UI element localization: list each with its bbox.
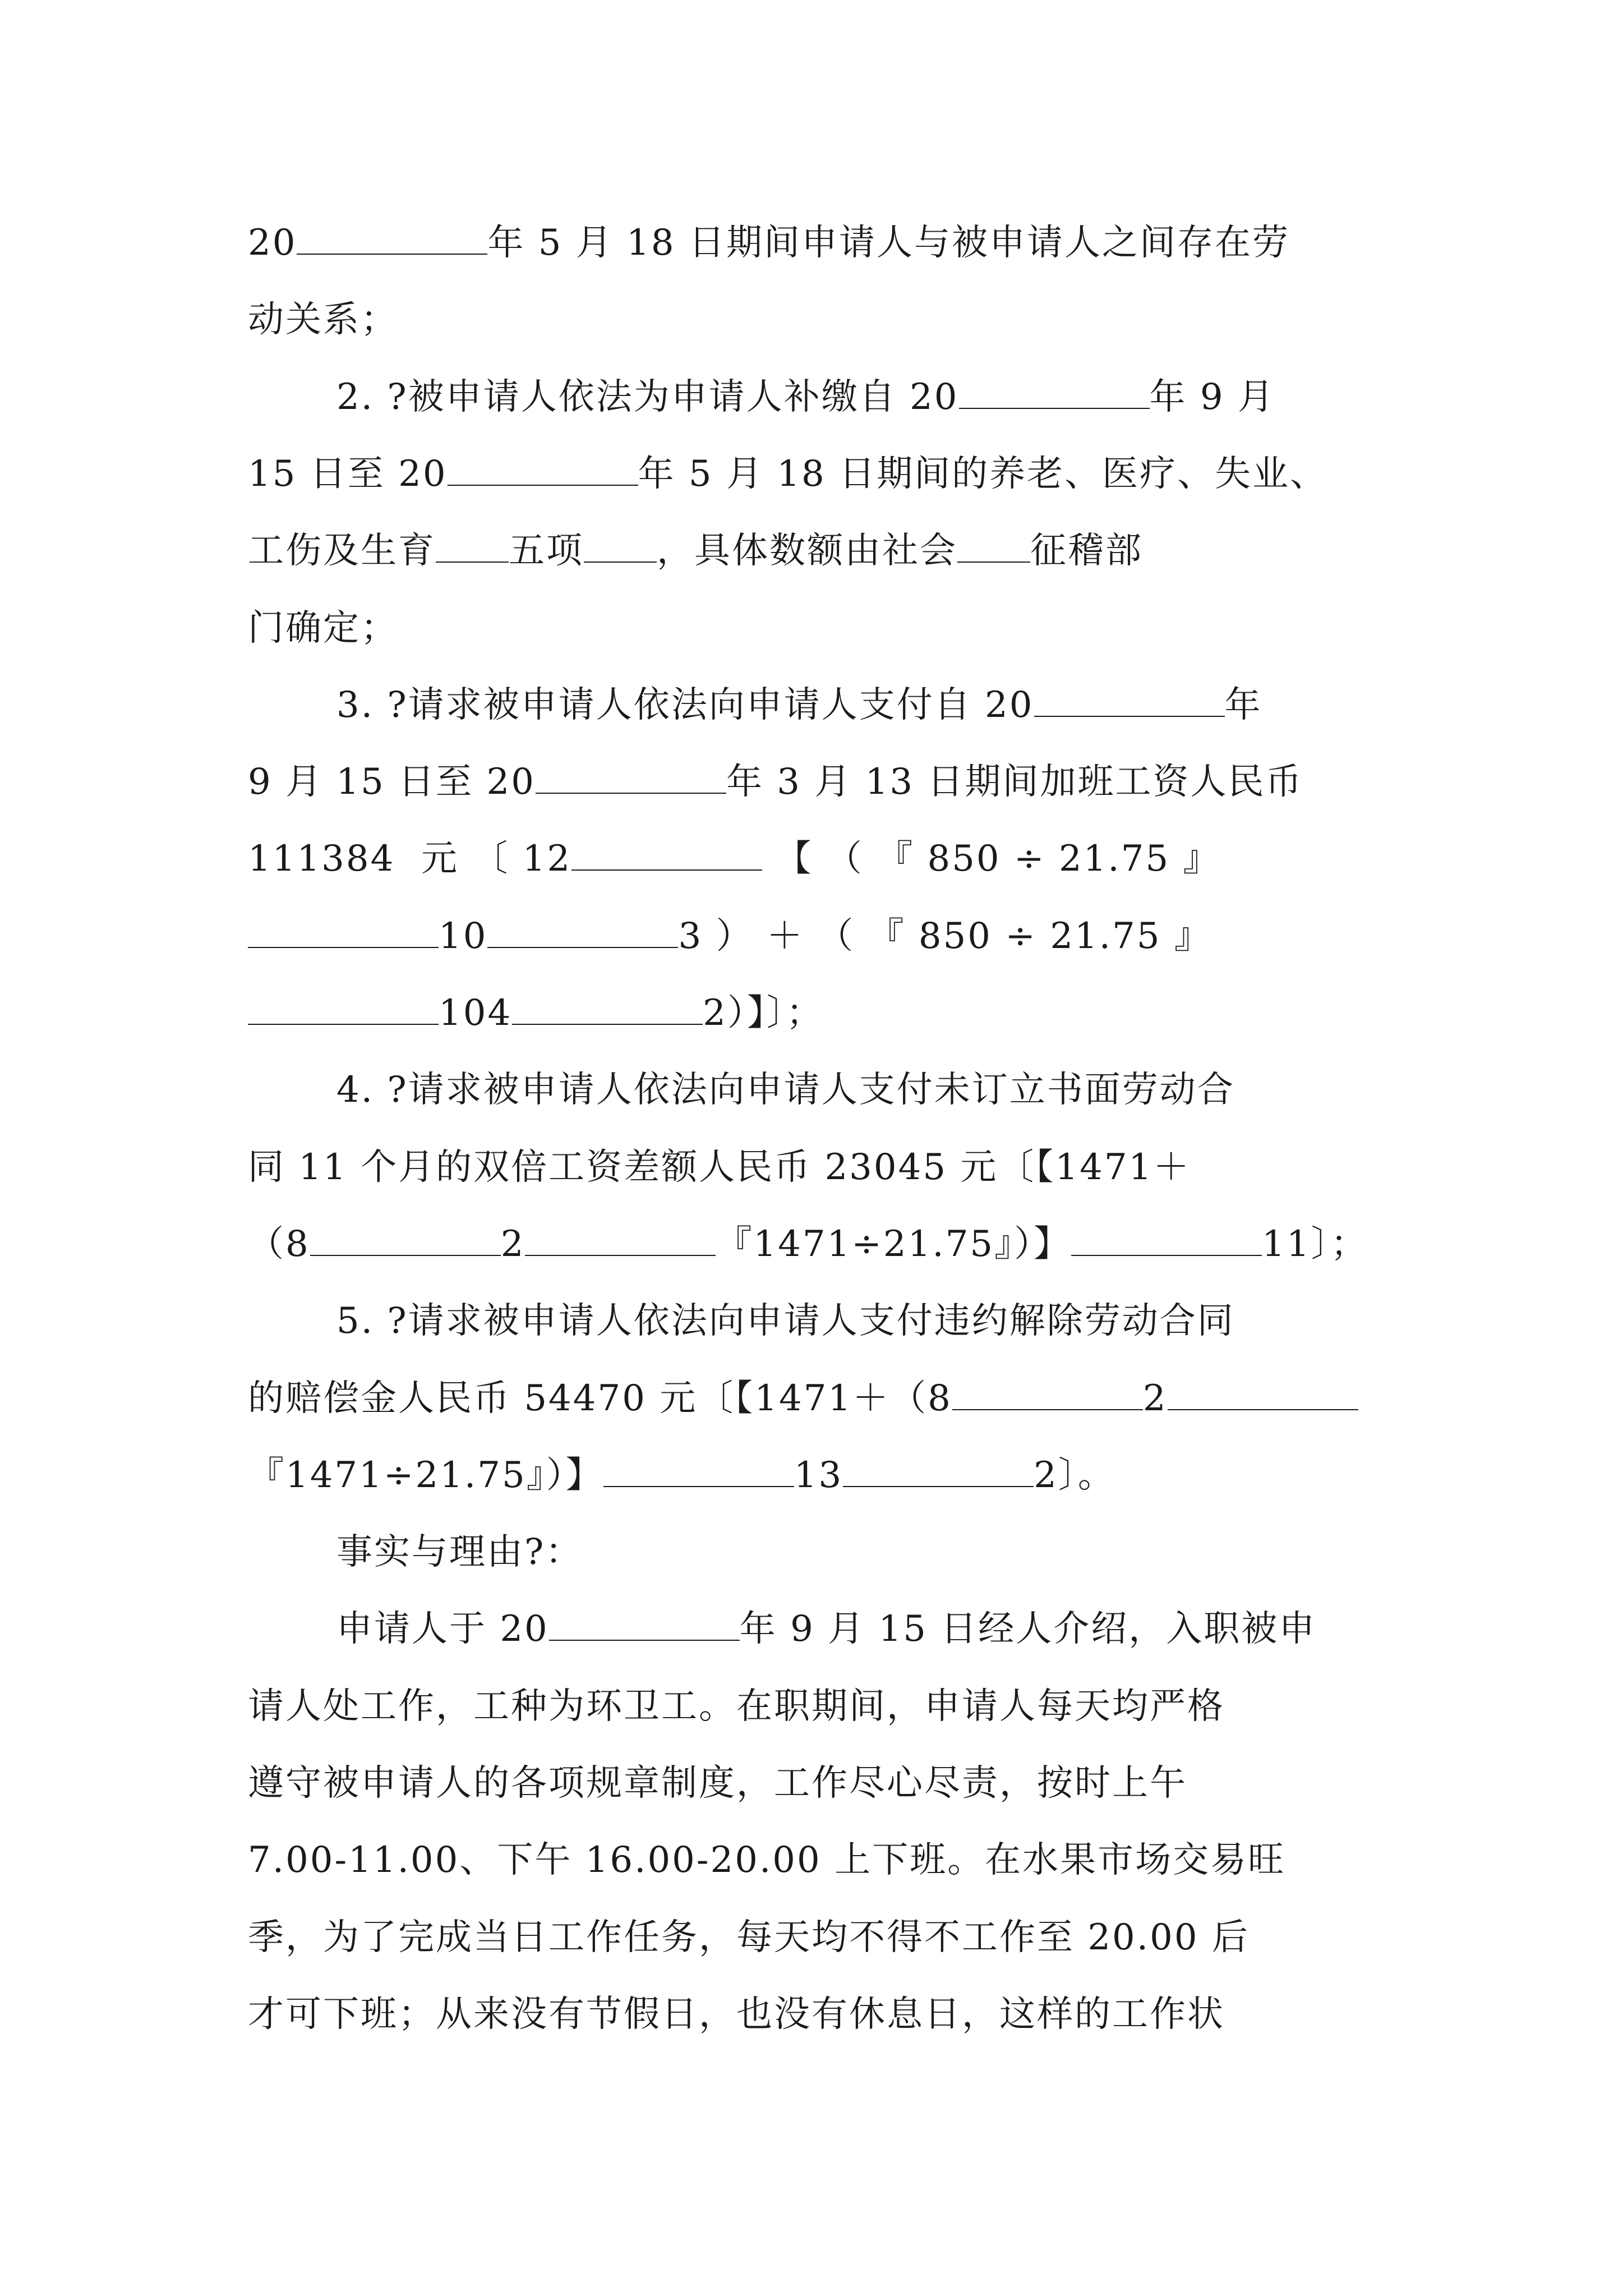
text-line xyxy=(336,678,1391,732)
text-segment: 20 xyxy=(248,222,297,264)
fill-in-blank-underline xyxy=(1168,1404,1358,1410)
fill-in-blank-underline xyxy=(536,787,726,794)
fill-in-blank-underline xyxy=(436,556,509,563)
text-segment: 111384 元 〔 12 xyxy=(248,838,572,880)
text-segment: 13 xyxy=(794,1455,843,1496)
text-segment: 11〕； xyxy=(1262,1223,1368,1265)
text-line xyxy=(248,447,1392,501)
text-segment: 4. ?请求被申请人依法向申请人支付未订立书面劳动合 xyxy=(336,1069,1235,1111)
fill-in-blank-underline xyxy=(487,941,678,948)
text-line xyxy=(248,1680,1392,1733)
text-segment: 才可下班；从来没有节假日，也没有休息日，这样的工作状 xyxy=(248,1994,1225,2035)
text-line xyxy=(248,1987,1392,2041)
text-segment: 2. ?被申请人依法为申请人补缴自 20 xyxy=(336,376,959,418)
text-segment: （8 xyxy=(248,1223,310,1265)
text-line xyxy=(248,832,1392,886)
text-segment: 年 9 月 xyxy=(1149,376,1275,418)
fill-in-blank-underline xyxy=(525,1249,716,1256)
text-line xyxy=(248,1372,1392,1425)
text-segment: 【 （ 『 850 ÷ 21.75 』 xyxy=(762,838,1221,880)
fill-in-blank-underline xyxy=(248,941,439,948)
text-segment: 的赔偿金人民币 54470 元〔【1471＋（8 xyxy=(248,1378,952,1419)
text-line xyxy=(336,1063,1391,1117)
text-line xyxy=(248,1448,1392,1502)
text-line xyxy=(248,293,1392,347)
text-segment: 年 xyxy=(1224,684,1262,726)
text-line xyxy=(336,1602,1391,1656)
text-segment: 五项 xyxy=(509,530,584,572)
fill-in-blank-underline xyxy=(1034,710,1225,717)
text-segment: 事实与理由?： xyxy=(336,1531,583,1573)
text-line xyxy=(248,1217,1392,1271)
text-segment: 遵守被申请人的各项规章制度，工作尽心尽责，按时上午 xyxy=(248,1763,1187,1804)
text-line xyxy=(248,216,1392,270)
fill-in-blank-underline xyxy=(549,1634,740,1641)
text-segment: 工伤及生育 xyxy=(248,530,436,572)
text-line xyxy=(248,909,1392,963)
text-line xyxy=(336,370,1391,424)
text-segment: 3. ?请求被申请人依法向申请人支付自 20 xyxy=(336,684,1034,726)
text-segment: 年 5 月 18 日期间申请人与被申请人之间存在劳 xyxy=(487,222,1290,264)
fill-in-blank-underline xyxy=(512,1018,703,1025)
fill-in-blank-underline xyxy=(843,1480,1034,1487)
fill-in-blank-underline xyxy=(310,1249,501,1256)
text-segment: 5. ?请求被申请人依法向申请人支付违约解除劳动合同 xyxy=(336,1300,1235,1342)
text-segment: 年 5 月 18 日期间的养老、医疗、失业、 xyxy=(638,453,1328,495)
text-segment: 门确定； xyxy=(248,608,398,649)
text-segment: 同 11 个月的双倍工资差额人民币 23045 元〔【1471＋ xyxy=(248,1147,1191,1188)
text-segment: 3 ） ＋ （ 『 850 ÷ 21.75 』 xyxy=(678,915,1212,957)
text-segment: 10 xyxy=(439,915,488,957)
text-line xyxy=(248,1140,1392,1194)
fill-in-blank-underline xyxy=(297,248,487,255)
text-line xyxy=(248,1756,1392,1810)
text-line xyxy=(248,601,1392,655)
text-segment: 2 xyxy=(500,1223,525,1265)
text-segment: 2〕。 xyxy=(1034,1455,1115,1496)
fill-in-blank-underline xyxy=(959,402,1150,409)
fill-in-blank-underline xyxy=(448,479,638,486)
text-line xyxy=(248,986,1392,1040)
text-segment: 征稽部 xyxy=(1030,530,1143,572)
text-segment: ，具体数额由社会 xyxy=(657,530,957,572)
fill-in-blank-underline xyxy=(957,556,1030,563)
text-line xyxy=(248,1833,1392,1887)
text-segment: 2）】〕； xyxy=(703,992,824,1034)
fill-in-blank-underline xyxy=(1071,1249,1262,1256)
text-line xyxy=(248,755,1392,809)
fill-in-blank-underline xyxy=(603,1480,794,1487)
text-line xyxy=(336,1294,1391,1348)
text-segment: 15 日至 20 xyxy=(248,453,448,495)
text-line xyxy=(248,524,1392,578)
fill-in-blank-underline xyxy=(571,864,762,871)
text-segment: 104 xyxy=(439,992,513,1034)
text-segment: 请人处工作，工种为环卫工。在职期间，申请人每天均严格 xyxy=(248,1686,1225,1727)
text-segment: 动关系； xyxy=(248,299,398,341)
text-segment: 年 9 月 15 日经人介绍，入职被申 xyxy=(739,1608,1317,1650)
fill-in-blank-underline xyxy=(584,556,657,563)
fill-in-blank-underline xyxy=(248,1018,439,1025)
text-segment: 季，为了完成当日工作任务，每天均不得不工作至 20.00 后 xyxy=(248,1917,1249,1958)
text-segment: 7.00-11.00、下午 16.00-20.00 上下班。在水果市场交易旺 xyxy=(248,1839,1286,1881)
text-segment: 『1471÷21.75』）】 xyxy=(248,1455,603,1496)
text-segment: 『1471÷21.75』）】 xyxy=(716,1223,1072,1265)
text-segment: 年 3 月 13 日期间加班工资人民币 xyxy=(726,761,1303,803)
text-line xyxy=(336,1525,1391,1579)
fill-in-blank-underline xyxy=(952,1404,1143,1410)
text-segment: 9 月 15 日至 20 xyxy=(248,761,536,803)
text-line xyxy=(248,1911,1392,1964)
text-segment: 申请人于 20 xyxy=(336,1608,549,1650)
text-segment: 2 xyxy=(1142,1378,1168,1419)
